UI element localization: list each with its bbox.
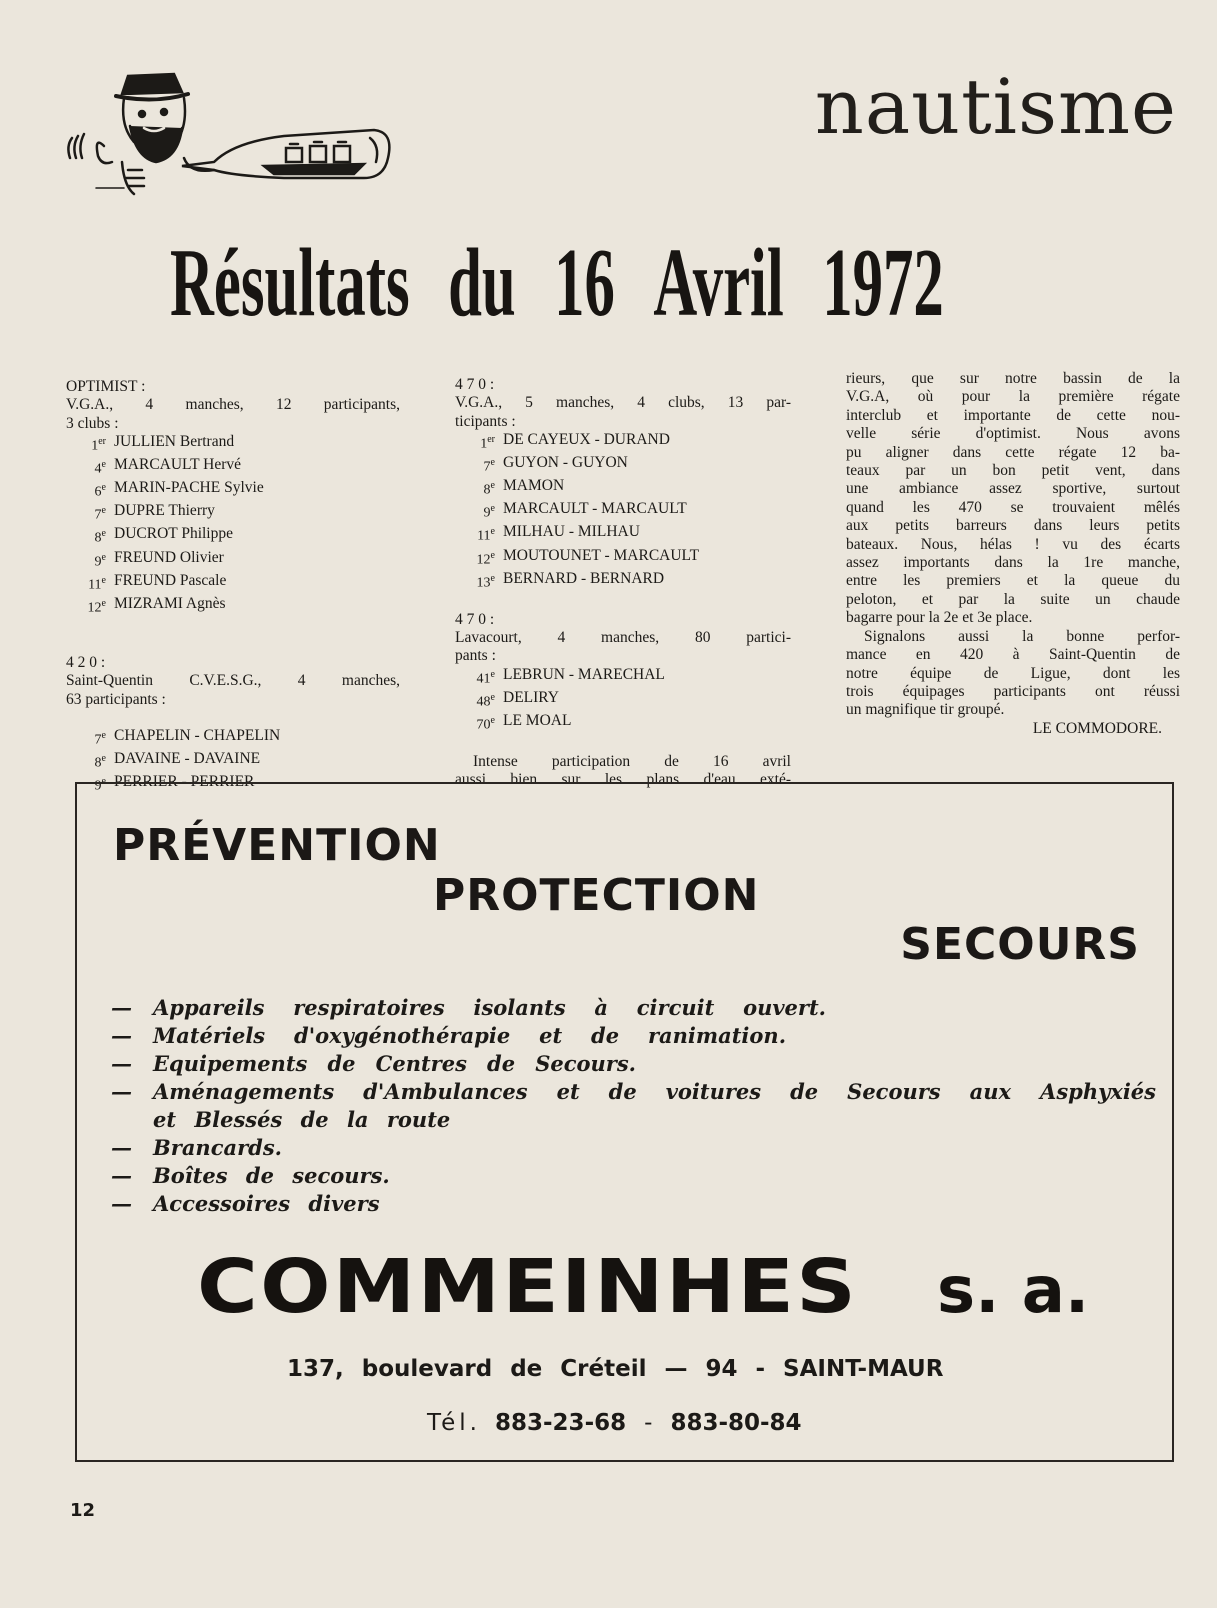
article-line: un magnifique tir groupé. xyxy=(846,701,1005,719)
optimist-results-list xyxy=(66,433,400,618)
category-info: pants : xyxy=(455,647,496,665)
result-row: 9e MARCAULT - MARCAULT xyxy=(483,500,687,522)
advertisement-box xyxy=(75,782,1174,1462)
result-row: 11e FREUND Pascale xyxy=(88,571,227,593)
article-column-3 xyxy=(846,370,1180,738)
result-row: 9e FREUND Olivier xyxy=(94,548,224,570)
result-row: 1er DE CAYEUX - DURAND xyxy=(480,431,670,452)
ad-heading-protection: PROTECTION xyxy=(433,870,760,921)
list-item: — Boîtes de secours. xyxy=(111,1163,390,1188)
section-title: nautisme xyxy=(814,62,1177,151)
result-row: 70e LE MOAL xyxy=(476,712,572,733)
ad-heading-prevention: PRÉVENTION xyxy=(113,820,441,871)
result-row: 8e MAMON xyxy=(483,477,565,498)
result-row: 41e LEBRUN - MARECHAL xyxy=(476,665,665,687)
result-row: 12e MOUTOUNET - MARCAULT xyxy=(476,546,700,568)
category-title: 4 7 0 : xyxy=(455,610,495,628)
article-line: une ambiance assez sportive, surtout xyxy=(846,480,1180,498)
result-row: 8e DAVAINE - DAVAINE xyxy=(94,750,261,771)
article-line: bagarre pour la 2e et 3e place. xyxy=(846,609,1033,627)
article-line: velle série d'optimist. Nous avons xyxy=(846,425,1180,443)
results-column-2 xyxy=(455,376,791,790)
page-number: 12 xyxy=(70,1500,96,1521)
list-item: — Equipements de Centres de Secours. xyxy=(111,1051,636,1076)
article-line: mance en 420 à Saint-Quentin de xyxy=(846,646,1180,664)
results-column-1 xyxy=(66,378,400,796)
article-line: V.G.A, où pour la première régate xyxy=(846,388,1180,406)
list-item: — Brancards. xyxy=(111,1135,282,1160)
article-line: bateaux. Nous, hélas ! vu des écarts xyxy=(846,535,1180,553)
result-row: 48e DELIRY xyxy=(476,688,559,710)
headline-word: Avril xyxy=(653,229,784,337)
company-phone: Tél. 883-23-68 - 883-80-84 xyxy=(427,1410,802,1436)
article-line: trois équipages participants ont réussi xyxy=(846,682,1180,700)
list-item: — Appareils respiratoires isolants à circuit ouvert. xyxy=(111,995,826,1020)
ad-heading-secours: SECOURS xyxy=(900,919,1140,970)
article-line: quand les 470 se trouvaient mêlés xyxy=(846,498,1180,516)
sailor-cartoon-illustration xyxy=(64,66,404,206)
result-row: 7e CHAPELIN - CHAPELIN xyxy=(94,726,281,748)
headline-word: Résultats xyxy=(170,229,410,337)
result-row: 6e MARIN-PACHE Sylvie xyxy=(94,479,264,500)
category-title: 4 2 0 : xyxy=(66,653,106,671)
article-line: aux petits barreurs dans leurs petits xyxy=(846,517,1180,535)
article-line: peloton, et par la suite un chaude xyxy=(846,590,1180,608)
ad-product-list xyxy=(111,994,1156,1218)
article-paragraph-line: Intense participation de 16 avril xyxy=(473,753,791,771)
category-info: 3 clubs : xyxy=(66,414,119,432)
list-item: — Aménagements d'Ambulances et de voitures de Secours aux Asphyxiés xyxy=(111,1079,1156,1104)
result-row: 4e MARCAULT Hervé xyxy=(94,456,242,477)
result-row: 7e DUPRE Thierry xyxy=(94,502,215,524)
company-address: 137, boulevard de Créteil — 94 - SAINT-MAUR xyxy=(287,1356,944,1382)
article-line: pu aligner dans cette régate 12 ba- xyxy=(846,443,1180,461)
result-row: 9e PERRIER - PERRIER xyxy=(94,773,255,794)
r470-vga-results-list xyxy=(455,431,791,592)
headline xyxy=(170,228,944,338)
article-line: assez importants dans la 1re manche, xyxy=(846,554,1180,572)
company-name: COMMEINHES xyxy=(197,1244,859,1330)
category-title: OPTIMIST : xyxy=(66,378,146,395)
list-item: — Matériels d'oxygénothérapie et de ranimation. xyxy=(111,1023,786,1048)
article-line: Signalons aussi la bonne perfor- xyxy=(864,627,1180,645)
category-info: Saint-Quentin C.V.E.S.G., 4 manches, xyxy=(66,672,400,690)
article-signature: LE COMMODORE. xyxy=(1032,719,1162,737)
category-info: Lavacourt, 4 manches, 80 partici- xyxy=(455,629,791,647)
category-info: V.G.A., 5 manches, 4 clubs, 13 par- xyxy=(455,394,791,412)
article-line: teaux par un bon petit vent, dans xyxy=(846,462,1180,480)
result-row: 13e BERNARD - BERNARD xyxy=(476,569,665,591)
article-line: entre les premiers et la queue du xyxy=(846,572,1180,590)
list-item-continuation: et Blessés de la route xyxy=(153,1107,451,1132)
article-line: interclub et importante de cette nou- xyxy=(846,406,1180,424)
r470-lavacourt-results-list xyxy=(455,666,791,735)
article-line: notre équipe de Ligue, dont les xyxy=(846,664,1180,682)
list-item: — Accessoires divers xyxy=(111,1191,380,1216)
article-paragraph-line: aussi bien sur les plans d'eau exté- xyxy=(455,771,791,789)
result-row: 1er JULLIEN Bertrand xyxy=(91,433,235,454)
category-title: 4 7 0 : xyxy=(455,376,495,393)
article-line: rieurs, que sur notre bassin de la xyxy=(846,370,1180,387)
result-row: 12e MIZRAMI Agnès xyxy=(87,594,226,616)
headline-word: 16 xyxy=(554,229,615,337)
result-row: 7e GUYON - GUYON xyxy=(483,454,628,475)
headline-word: du xyxy=(448,229,516,337)
category-info: 63 participants : xyxy=(66,690,166,708)
category-info: ticipants : xyxy=(455,412,516,430)
company-suffix: s. a. xyxy=(937,1254,1090,1328)
result-row: 11e MILHAU - MILHAU xyxy=(477,523,640,545)
result-row: 8e DUCROT Philippe xyxy=(94,525,233,547)
headline-word: 1972 xyxy=(822,229,944,337)
category-info: V.G.A., 4 manches, 12 participants, xyxy=(66,396,400,414)
